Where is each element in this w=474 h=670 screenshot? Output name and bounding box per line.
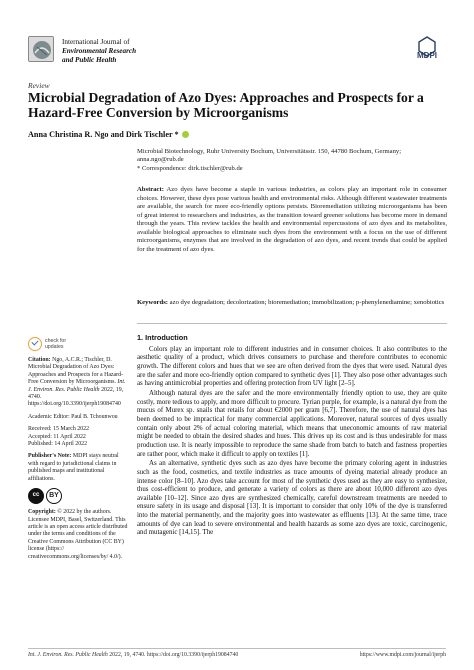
section-title: 1. Introduction [137, 333, 188, 342]
article-info-sidebar [28, 337, 130, 566]
copyright-text: © 2022 by the authors. Licensee MDPI, Basel, Switzerland. This article is an open access article distributed under the terms and conditions of the Creative Commons Attribution (CC BY) license (https:// creativecommons.org/licenses/by/ 4.0/). [28, 509, 128, 560]
authors-text: Anna Christina R. Ngo and Dirk Tischler * [28, 130, 179, 139]
abstract [137, 186, 447, 254]
paragraph: As an alternative, synthetic dyes such as azo dyes have become the primary coloring agent in industries such as the food, cosmetics, and textile industries as trace amounts of dyeing material already produce an intense color [8–10]. Azo dyes take account for most of the synthetic dyes used as they are easy to synthesize, thus cost-efficient to produce, and generate a variety of colors as there are about 10,000 different azo dyes available [10–12]. Since azo dyes are synthesized chemically, careful downstream treatments are needed to ensure safety in its usage and disposal [13]. It is important to consider that only 10% of the dye is transferred into the material permanently, and the majority goes into wastewater as effluents [13]. At the same time, trace amounts of dye can lead to severe environmental and health hazards as some azo dyes are toxic, carcinogenic, and mutagenic [14,15]. The [137, 460, 447, 537]
journal-name-line1: International Journal of [62, 38, 130, 46]
published-date: Published: 14 April 2022 [28, 441, 88, 448]
journal-name [62, 38, 136, 65]
correspondence: * Correspondence: dirk.tischler@rub.de [137, 164, 243, 172]
keywords-label: Keywords: [137, 299, 168, 306]
keywords [137, 299, 447, 308]
journal-name-line2: Environmental Research [62, 47, 137, 55]
abstract-label: Abstract: [137, 186, 164, 193]
footer-journal: Int. J. Environ. Res. Public Health [28, 652, 108, 658]
footer-doi[interactable]: 2022, 19, 4740. https://doi.org/10.3390/ijerph19084740 [109, 652, 239, 658]
abstract-text: Azo dyes have become a staple in various industries, as colors play an important role in consumer choices. However, these dyes pose various health and environmental risks. Although different wastewater treatments are available, the search for more eco-friendly options persists. Bioremediation utilizing microorganisms has been of great interest to researchers and industries, as the transition toward greener solutions has become more in demand through the years. This review tackles the health and environmental repercussions of azo dyes and its metabolites, available biological approaches to eliminate such dyes from the environment with a focus on the use of different microorganisms, enzymes that are involved in the degradation of azo dyes, and recent trends that could be applied for the treatment of azo dyes. [137, 186, 447, 253]
footer-citation [28, 652, 238, 658]
check-updates-line2: updates [45, 344, 64, 350]
journal-logo-icon [28, 36, 54, 62]
dates-block [28, 426, 130, 448]
copyright-block [28, 509, 130, 561]
publisher-note-label: Publisher's Note: [28, 453, 72, 460]
paragraph: Although natural dyes are the safer and the more environmentally friendly option to use, they are quite costly, more tedious to apply, and more difficult to procure. Tyrian purple, for example, is a natural dye from the mucus of Murex sp. snails that retails for about €2000 per gram [6,7]. Therefore, the use of natural dyes has been deemed to be impractical for many commercial applications. Moreover, natural sources of dyes usually contain only about 2% of actual coloring material, which means that uneconomic amounts of raw material might be needed to obtain the desired shades and hues. This drives up its cost and is thus undesirable for mass production use. It is nearly impossible to reproduce the same shade from batch to batch and fastness properties are rather poor, which make it difficult to apply on textiles [1]. [137, 389, 447, 458]
citation-doi[interactable]: 2022, 19, 4740. https://doi.org/10.3390/ijerph19084740 [28, 386, 124, 408]
received-date: Received: 15 March 2022 [28, 426, 90, 433]
cc-by-license-badge[interactable] [28, 488, 130, 504]
affiliation-line: Microbial Biotechnology, Ruhr University Bochum, Universitätsstr. 150, 44780 Bochum, Germany; [137, 148, 402, 155]
citation-text: Ngo, A.C.R.; Tischler, D. Microbial Degradation of Azo Dyes: Approaches and Prospects for a Hazard-Free Conversion by Microorganisms. [28, 357, 124, 386]
journal-header [28, 36, 446, 72]
publisher-note-text: MDPI stays neutral with regard to jurisdictional claims in published maps and institutional affiliations. [28, 453, 119, 482]
citation-label: Citation: [28, 357, 51, 363]
check-for-updates-button[interactable] [28, 337, 130, 351]
affiliation [137, 148, 447, 173]
paragraph: Colors play an important role to different industries and in consumer choices. It also contributes to the aesthetic quality of a product, which drives consumers to purchase and therefore contributes to economic growth. The different colors and hues that we see are often derived from the dyes that were used. Natural dyes are the safer and more eco-friendly option compared to synthetic dyes [1]. They also pose other advantages such as having antimicrobial properties and offering protection from UV light [2–5]. [137, 345, 447, 388]
orcid-icon[interactable] [182, 131, 189, 138]
page-footer [28, 648, 446, 658]
footer-journal-url[interactable]: https://www.mdpi.com/journal/ijerph [359, 652, 446, 658]
check-updates-line1: check for [45, 338, 67, 344]
check-updates-icon [28, 337, 42, 351]
journal-name-line3: and Public Health [62, 56, 117, 64]
author-list [28, 130, 189, 139]
keywords-text: azo dye degradation; decolorization; bioremediation; immobilization; p-phenylenediamine; xenobiotics [169, 299, 445, 306]
publisher-name: MDPI [417, 51, 437, 60]
academic-editor: Academic Editor: Paul B. Tchounwou [28, 413, 118, 420]
author-email[interactable]: anna.ngo@rub.de [137, 156, 184, 164]
publisher-note [28, 453, 130, 483]
citation-journal: Int. J. Environ. Res. Public Health [28, 379, 126, 393]
attribution-icon: BY [46, 488, 62, 504]
citation-block [28, 357, 130, 409]
article-title: Microbial Degradation of Azo Dyes: Approaches and Prospects for a Hazard-Free Conversion by Microorganisms [28, 90, 424, 121]
accepted-date: Accepted: 11 April 2022 [28, 433, 86, 440]
article-type: Review [28, 81, 50, 90]
introduction-section [137, 330, 447, 539]
copyright-label: Copyright: [28, 509, 56, 516]
creative-commons-icon: cc [28, 488, 44, 504]
section-divider [137, 323, 447, 324]
